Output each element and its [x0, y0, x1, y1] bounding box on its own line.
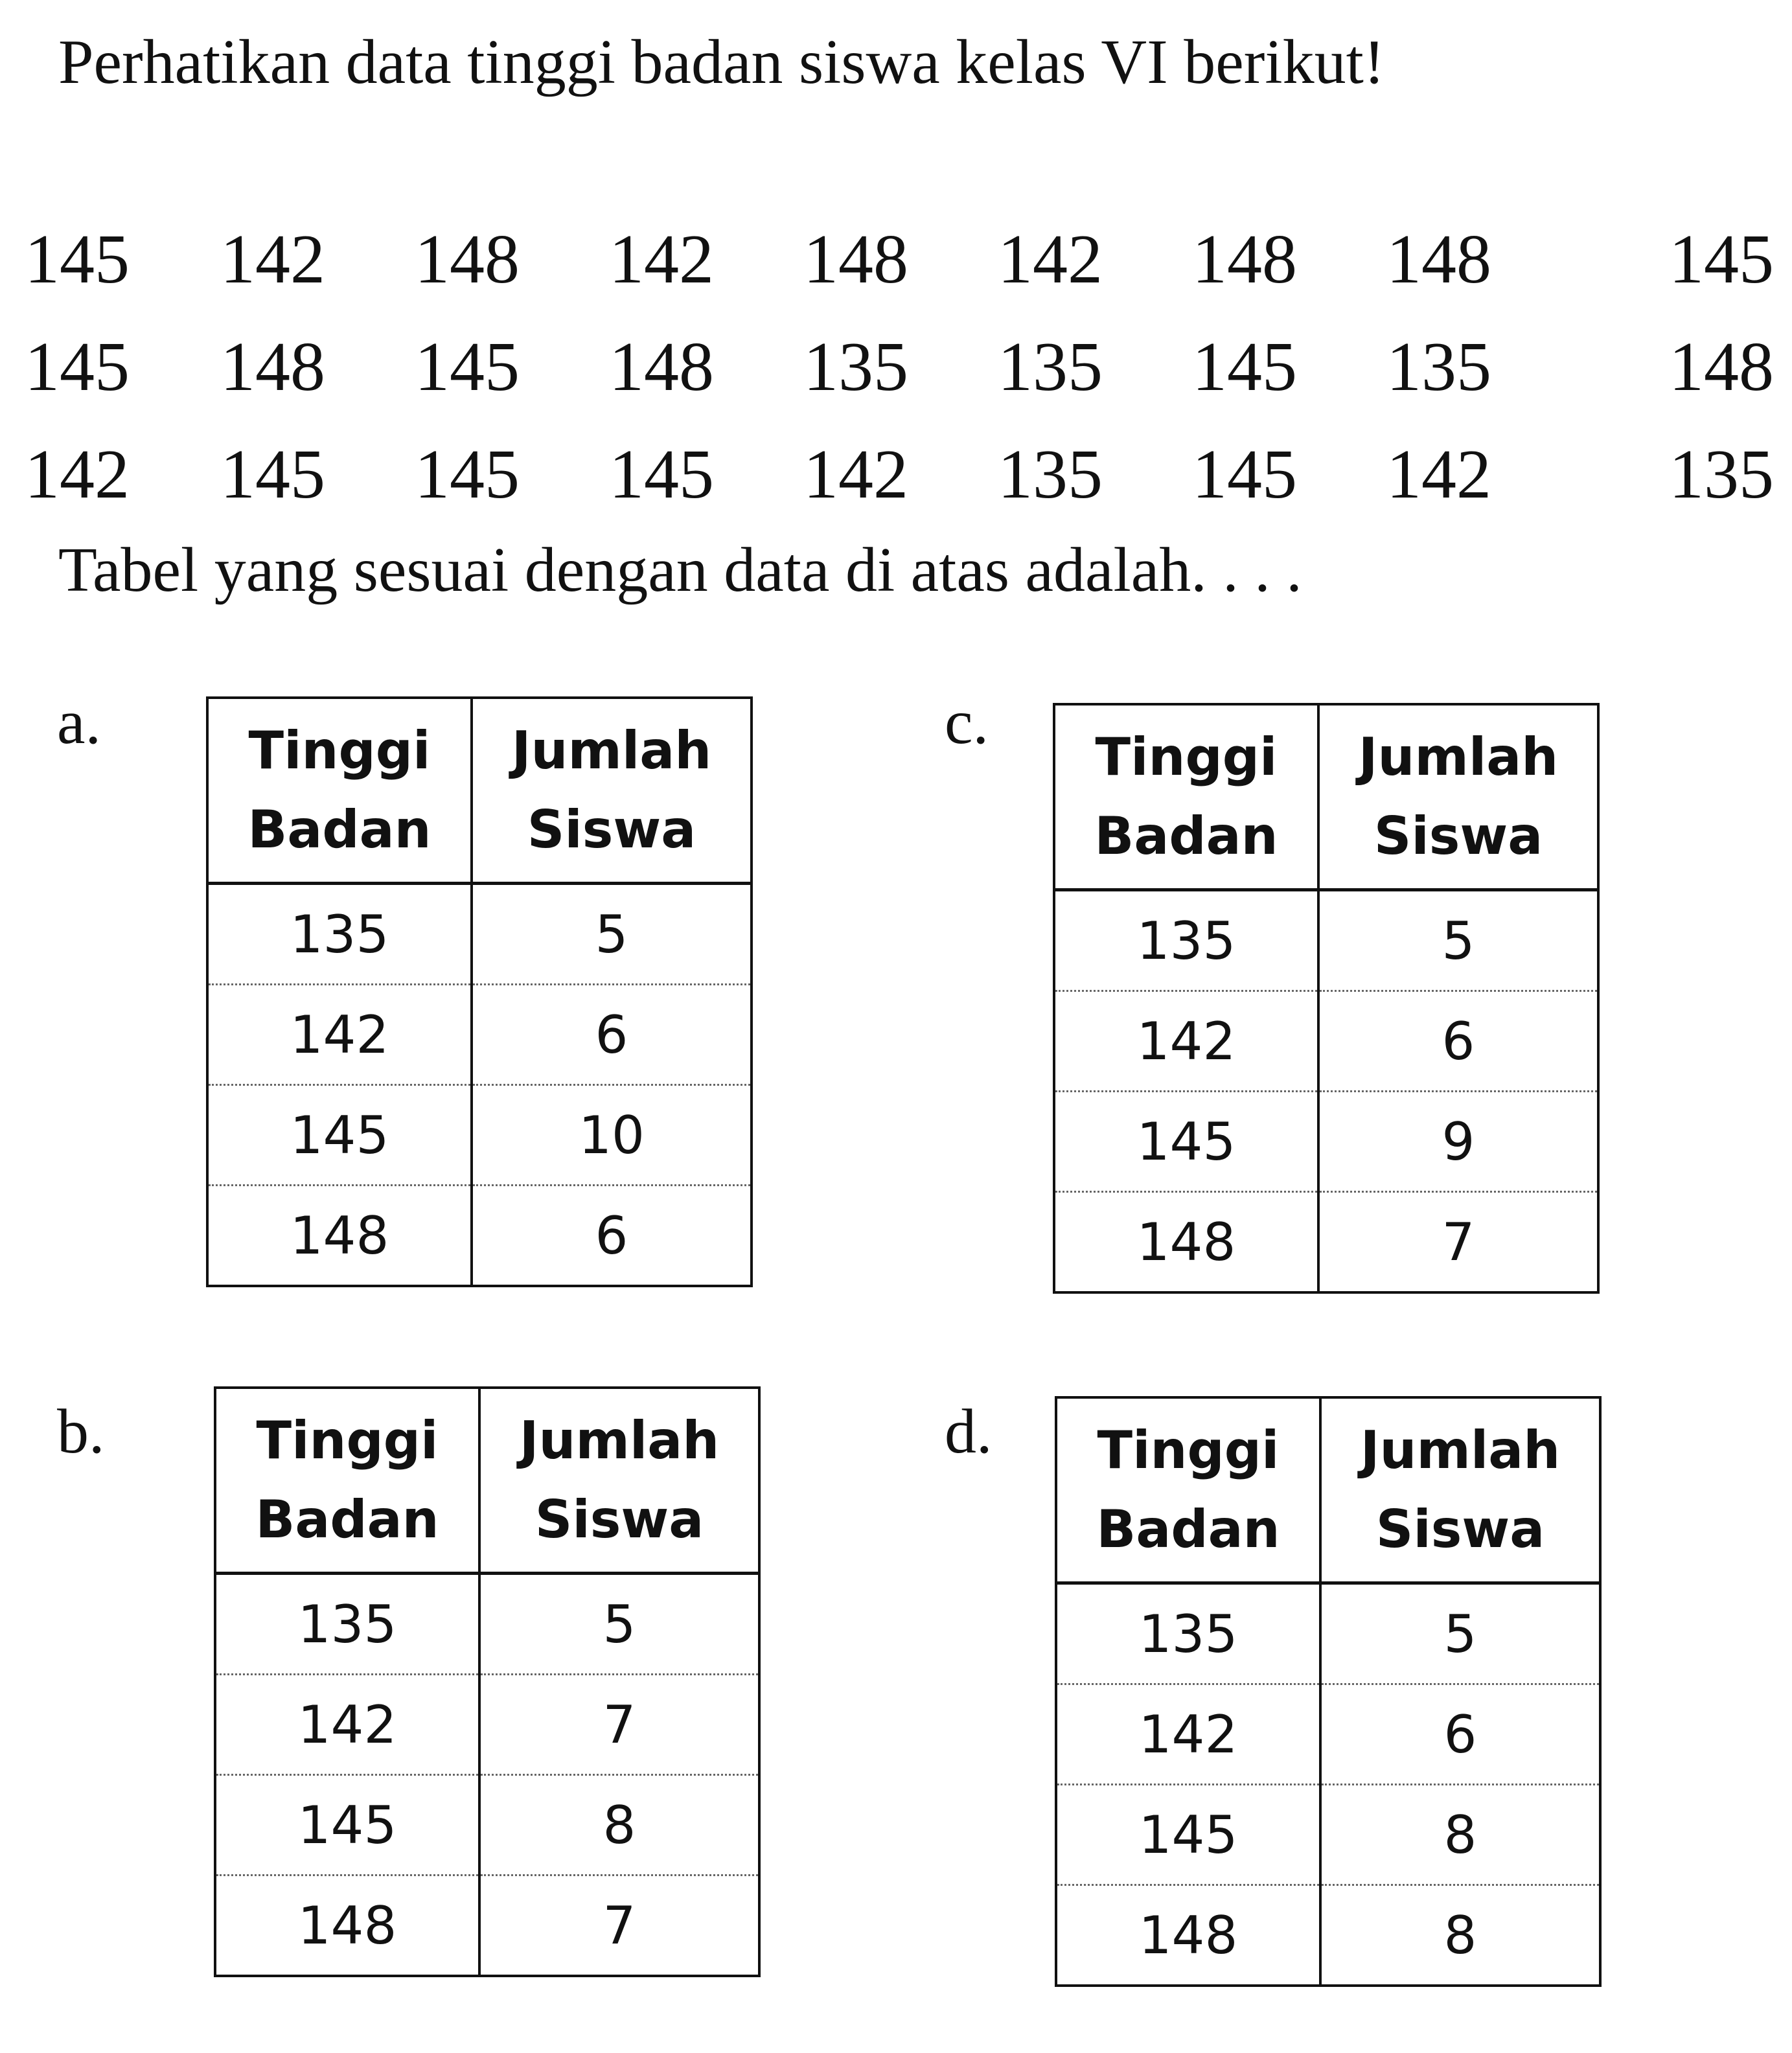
data-value: 142: [998, 221, 1103, 298]
jumlah-siswa-cell: 8: [1320, 1785, 1600, 1885]
option-a-table[interactable]: [206, 696, 753, 1287]
table-row: [207, 1186, 752, 1287]
data-value: 145: [415, 436, 520, 513]
table-row: [1056, 1785, 1600, 1885]
data-value: 135: [998, 436, 1103, 513]
table-row: [215, 1675, 759, 1775]
jumlah-siswa-cell: 5: [472, 884, 752, 985]
table-row: [215, 1775, 759, 1875]
header-jumlah-siswa: Jumlah Siswa: [472, 698, 752, 884]
tinggi-badan-cell: 145: [215, 1775, 479, 1875]
data-value: 142: [220, 221, 325, 298]
tinggi-badan-cell: 142: [215, 1675, 479, 1775]
data-value: 145: [1669, 221, 1774, 298]
jumlah-siswa-cell: 8: [1320, 1885, 1600, 1986]
table-row: [207, 1085, 752, 1186]
data-value: 142: [609, 221, 714, 298]
data-value: 148: [220, 328, 325, 406]
jumlah-siswa-cell: 5: [1318, 890, 1598, 991]
tinggi-badan-cell: 142: [207, 985, 472, 1085]
header-tinggi-badan: Tinggi Badan: [1056, 1397, 1320, 1583]
table-row: [215, 1875, 759, 1977]
jumlah-siswa-cell: 6: [1320, 1684, 1600, 1785]
option-a-letter[interactable]: a.: [57, 687, 101, 757]
height-data-grid: [25, 206, 1774, 529]
table-row: [215, 1574, 759, 1675]
data-value: 145: [415, 328, 520, 406]
tinggi-badan-cell: 148: [1054, 1192, 1318, 1293]
jumlah-siswa-cell: 6: [472, 1186, 752, 1287]
header-jumlah-siswa: Jumlah Siswa: [1318, 704, 1598, 890]
tinggi-badan-cell: 135: [1056, 1583, 1320, 1684]
data-value: 142: [803, 436, 908, 513]
tinggi-badan-cell: 135: [207, 884, 472, 985]
data-value: 135: [803, 328, 908, 406]
tinggi-badan-cell: 145: [207, 1085, 472, 1186]
data-value: 148: [1386, 221, 1491, 298]
data-value: 145: [1192, 436, 1297, 513]
header-jumlah-siswa: Jumlah Siswa: [479, 1388, 759, 1574]
jumlah-siswa-cell: 6: [1318, 991, 1598, 1092]
data-value: 135: [1386, 328, 1491, 406]
data-value: 148: [415, 221, 520, 298]
jumlah-siswa-cell: 8: [479, 1775, 759, 1875]
data-value: 145: [220, 436, 325, 513]
data-value: 135: [998, 328, 1103, 406]
tinggi-badan-cell: 148: [215, 1875, 479, 1977]
tinggi-badan-cell: 145: [1054, 1092, 1318, 1192]
tinggi-badan-cell: 142: [1054, 991, 1318, 1092]
jumlah-siswa-cell: 7: [479, 1875, 759, 1977]
jumlah-siswa-cell: 5: [1320, 1583, 1600, 1684]
data-value: 148: [609, 328, 714, 406]
data-value: 148: [1669, 328, 1774, 406]
table-row: [207, 985, 752, 1085]
jumlah-siswa-cell: 9: [1318, 1092, 1598, 1192]
table-row: [1054, 890, 1598, 991]
option-b-letter[interactable]: b.: [57, 1397, 105, 1467]
data-value: 142: [1386, 436, 1491, 513]
tinggi-badan-cell: 148: [207, 1186, 472, 1287]
question-text: Tabel yang sesuai dengan data di atas adalah. . . .: [58, 535, 1302, 605]
tinggi-badan-cell: 142: [1056, 1684, 1320, 1785]
header-tinggi-badan: Tinggi Badan: [215, 1388, 479, 1574]
option-d-letter[interactable]: d.: [945, 1397, 993, 1467]
header-tinggi-badan: Tinggi Badan: [1054, 704, 1318, 890]
option-c-letter[interactable]: c.: [945, 687, 989, 757]
jumlah-siswa-cell: 10: [472, 1085, 752, 1186]
header-tinggi-badan: Tinggi Badan: [207, 698, 472, 884]
table-row: [207, 884, 752, 985]
table-row: [1054, 991, 1598, 1092]
data-value: 135: [1669, 436, 1774, 513]
tinggi-badan-cell: 148: [1056, 1885, 1320, 1986]
data-value: 145: [1192, 328, 1297, 406]
option-b-table[interactable]: [214, 1386, 761, 1977]
option-d-table[interactable]: [1055, 1396, 1602, 1987]
data-value: 148: [1192, 221, 1297, 298]
tinggi-badan-cell: 135: [1054, 890, 1318, 991]
header-jumlah-siswa: Jumlah Siswa: [1320, 1397, 1600, 1583]
jumlah-siswa-cell: 5: [479, 1574, 759, 1675]
tinggi-badan-cell: 135: [215, 1574, 479, 1675]
table-row: [1056, 1583, 1600, 1684]
table-row: [1054, 1092, 1598, 1192]
table-row: [1056, 1684, 1600, 1785]
data-value: 142: [25, 436, 130, 513]
data-value: 145: [25, 328, 130, 406]
jumlah-siswa-cell: 6: [472, 985, 752, 1085]
table-row: [1054, 1192, 1598, 1293]
data-value: 145: [25, 221, 130, 298]
intro-text: Perhatikan data tinggi badan siswa kelas VI berikut!: [58, 27, 1385, 97]
table-row: [1056, 1885, 1600, 1986]
jumlah-siswa-cell: 7: [1318, 1192, 1598, 1293]
tinggi-badan-cell: 145: [1056, 1785, 1320, 1885]
data-value: 145: [609, 436, 714, 513]
jumlah-siswa-cell: 7: [479, 1675, 759, 1775]
data-value: 148: [803, 221, 908, 298]
option-c-table[interactable]: [1053, 703, 1600, 1294]
